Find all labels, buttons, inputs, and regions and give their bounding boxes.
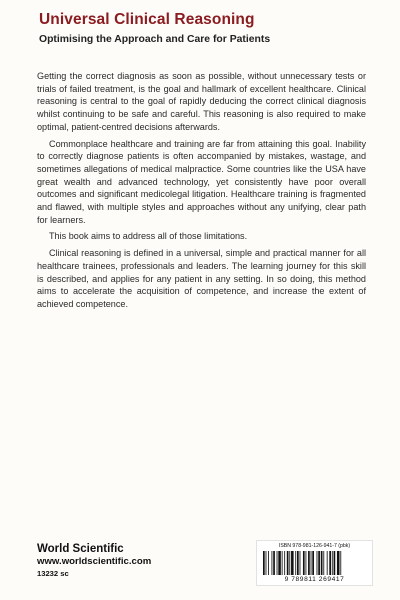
blurb-paragraph: Getting the correct diagnosis as soon as possible, without unnecessary tests or trials of failed treatment, is the goal and hallmark of excellent healthcare. Clinical reasoning is central to the goal of rapidly deducing the correct clinical diagnosis whilst continuing to be safe and careful. This reasoning is also required to make optimal, patient-centred decisions afterwards.: [37, 71, 366, 132]
publisher-name: World Scientific: [37, 543, 124, 555]
publisher-block: [37, 543, 151, 579]
blurb-paragraph: Commonplace healthcare and training are far from attaining this goal. Inability to correctly diagnose patients is often accompanied by mistakes, wastage, and sometimes allegations of medical malpractice. Some countries like the USA have great wealth and advanced technology, yet consistently have poor overall outcomes and significant medicolegal litigation. Healthcare training is fragmented and flawed, with multiple styles and approaches without any unifying, clear path for learners.: [37, 138, 366, 225]
book-subtitle: Optimising the Approach and Care for Patients: [39, 34, 271, 45]
isbn-text: ISBN 978-981-126-941-7 (pbk): [278, 543, 351, 549]
barcode-digits: 9 789811 269417: [284, 576, 345, 583]
book-title: Universal Clinical Reasoning: [39, 11, 255, 28]
publisher-code: 13232 sc: [37, 569, 69, 578]
barcode-icon: [263, 551, 366, 575]
blurb-text: [37, 70, 366, 315]
blurb-paragraph: This book aims to address all of those limitations.: [49, 231, 248, 242]
publisher-url: www.worldscientific.com: [37, 556, 152, 567]
barcode-label: [256, 540, 373, 586]
blurb-paragraph: Clinical reasoning is defined in a universal, simple and practical manner for all healthcare trainees, professionals and leaders. The learning journey for this skill is described, and applies for any patient in any setting. In so doing, this method aims to accelerate the acquisition of competence, and increase the extent of achieved competence.: [37, 248, 366, 309]
